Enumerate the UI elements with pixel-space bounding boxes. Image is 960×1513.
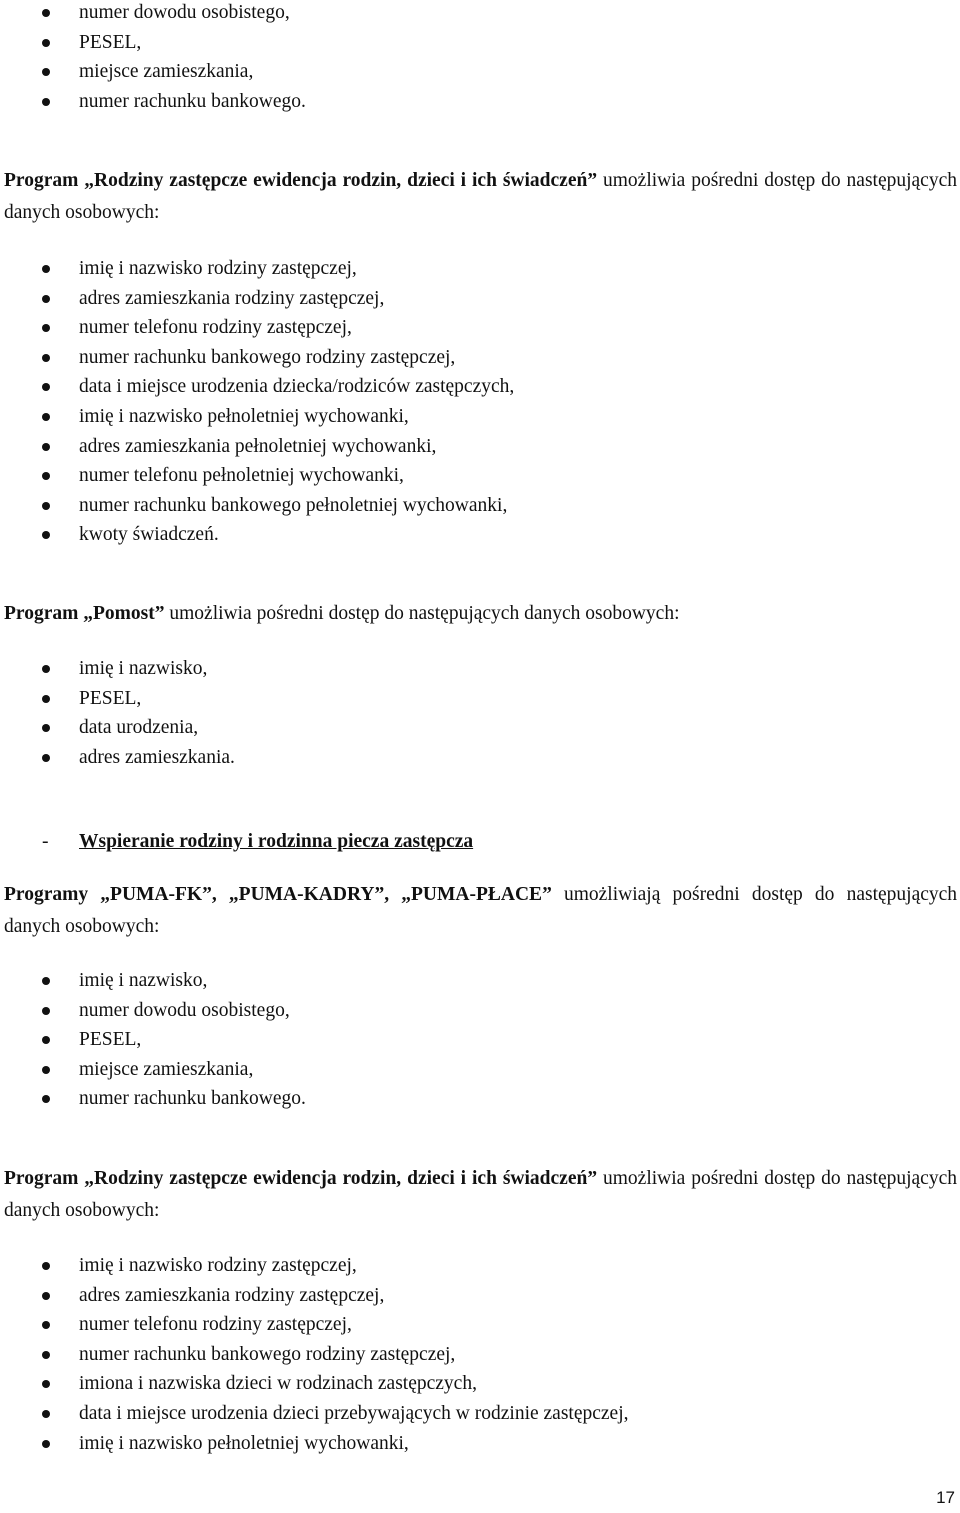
bullet-icon — [42, 39, 50, 47]
list-puma — [0, 966, 960, 1114]
list-item: imię i nazwisko, — [0, 966, 960, 996]
bullet-icon — [42, 1036, 50, 1044]
bullet-icon — [42, 9, 50, 17]
list-item: numer telefonu pełnoletniej wychowanki, — [0, 461, 960, 491]
list-item: miejsce zamieszkania, — [0, 1055, 960, 1085]
list-rodziny-2 — [0, 1251, 960, 1458]
list-item: data urodzenia, — [0, 713, 960, 743]
list-item: imię i nazwisko pełnoletniej wychowanki, — [0, 402, 960, 432]
list-item: numer telefonu rodziny zastępczej, — [0, 313, 960, 343]
list-item: PESEL, — [0, 684, 960, 714]
list-item: imię i nazwisko rodziny zastępczej, — [0, 1251, 960, 1281]
list-item: miejsce zamieszkania, — [0, 57, 960, 87]
list-item: imię i nazwisko pełnoletniej wychowanki, — [0, 1429, 960, 1459]
page-number: 17 — [936, 1488, 955, 1507]
list-item: imię i nazwisko rodziny zastępczej, — [0, 254, 960, 284]
bullet-icon — [42, 1007, 50, 1015]
bullet-icon — [42, 695, 50, 703]
heading-dash: - — [42, 831, 49, 852]
list-top — [0, 0, 960, 116]
list-item: imiona i nazwiska dzieci w rodzinach zastępczych, — [0, 1369, 960, 1399]
bullet-icon — [42, 443, 50, 451]
bullet-icon — [42, 265, 50, 273]
bullet-list — [0, 654, 960, 772]
bullet-icon — [42, 295, 50, 303]
bullet-list — [0, 1251, 960, 1458]
bullet-icon — [42, 1066, 50, 1074]
bullet-icon — [42, 354, 50, 362]
list-item: numer rachunku bankowego rodziny zastępczej, — [0, 1340, 960, 1370]
bullet-icon — [42, 1095, 50, 1103]
paragraph-pomost: Program „Pomost” umożliwia pośredni dostęp do następujących danych osobowych: — [4, 603, 680, 624]
bullet-icon — [42, 531, 50, 539]
list-item: numer dowodu osobistego, — [0, 0, 960, 28]
bullet-icon — [42, 1351, 50, 1359]
list-item: numer telefonu rodziny zastępczej, — [0, 1310, 960, 1340]
bullet-icon — [42, 68, 50, 76]
bullet-icon — [42, 1380, 50, 1388]
paragraph-puma: Programy „PUMA-FK”, „PUMA-KADRY”, „PUMA-PŁACE” umożliwiają pośredni dostęp do następujących danych osobowych: — [4, 884, 958, 937]
list-item: numer rachunku bankowego rodziny zastępczej, — [0, 343, 960, 373]
list-item: PESEL, — [0, 28, 960, 58]
list-item: numer rachunku bankowego. — [0, 1084, 960, 1114]
list-pomost — [0, 654, 960, 772]
list-item: adres zamieszkania rodziny zastępczej, — [0, 1281, 960, 1311]
bullet-icon — [42, 977, 50, 985]
bullet-list — [0, 966, 960, 1114]
list-item: numer dowodu osobistego, — [0, 996, 960, 1026]
list-item: data i miejsce urodzenia dziecka/rodziców zastępczych, — [0, 372, 960, 402]
bullet-icon — [42, 1292, 50, 1300]
list-item: imię i nazwisko, — [0, 654, 960, 684]
heading-title: Wspieranie rodziny i rodzinna piecza zastępcza — [79, 831, 474, 852]
paragraph-rodziny-2: Program „Rodziny zastępcze ewidencja rodzin, dzieci i ich świadczeń” umożliwia pośredni dostęp do następujących danych osobowych: — [4, 1168, 957, 1221]
list-item: adres zamieszkania rodziny zastępczej, — [0, 284, 960, 314]
bullet-icon — [42, 324, 50, 332]
list-item: kwoty świadczeń. — [0, 520, 960, 550]
bullet-list — [0, 0, 960, 116]
bullet-icon — [42, 383, 50, 391]
list-item: PESEL, — [0, 1025, 960, 1055]
bullet-icon — [42, 1410, 50, 1418]
bullet-icon — [42, 98, 50, 106]
list-item: adres zamieszkania pełnoletniej wychowanki, — [0, 432, 960, 462]
bullet-icon — [42, 1262, 50, 1270]
list-item: data i miejsce urodzenia dzieci przebywających w rodzinie zastępczej, — [0, 1399, 960, 1429]
bullet-icon — [42, 502, 50, 510]
section-heading — [0, 827, 960, 857]
list-rodziny-1 — [0, 254, 960, 550]
paragraph-rodziny-1: Program „Rodziny zastępcze ewidencja rodzin, dzieci i ich świadczeń” umożliwia pośredni dostęp do następujących danych osobowych: — [4, 170, 957, 223]
bullet-icon — [42, 665, 50, 673]
bullet-icon — [42, 1321, 50, 1329]
list-item: adres zamieszkania. — [0, 743, 960, 773]
list-item: numer rachunku bankowego pełnoletniej wychowanki, — [0, 491, 960, 521]
bullet-icon — [42, 724, 50, 732]
bullet-icon — [42, 472, 50, 480]
bullet-icon — [42, 754, 50, 762]
bullet-icon — [42, 1440, 50, 1448]
bullet-list — [0, 254, 960, 550]
bullet-icon — [42, 413, 50, 421]
list-item: numer rachunku bankowego. — [0, 87, 960, 117]
